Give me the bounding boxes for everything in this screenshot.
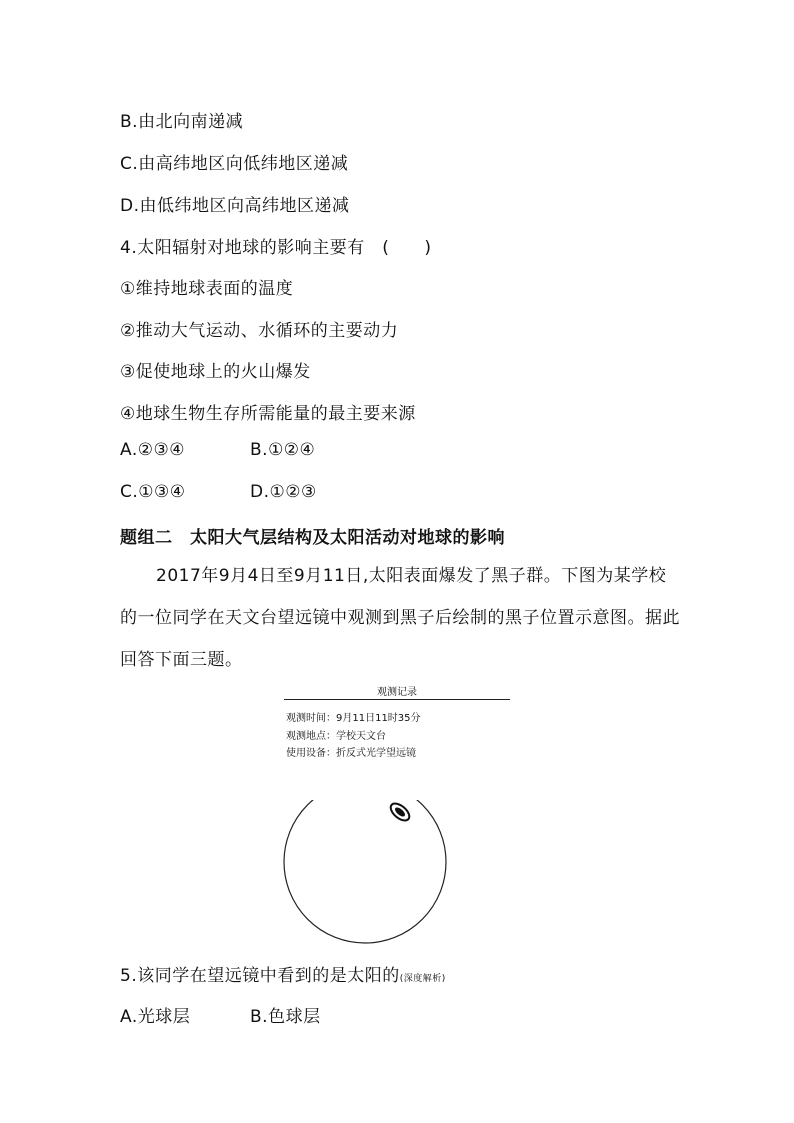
q4-item-4: ④地球生物生存所需能量的最主要来源 bbox=[120, 404, 416, 424]
figure-equipment: 使用设备：折反式光学望远镜 bbox=[286, 748, 416, 759]
q5-stem-text: 5.该同学在望远镜中看到的是太阳的 bbox=[120, 966, 400, 986]
group2-heading: 题组二 太阳大气层结构及太阳活动对地球的影响 bbox=[120, 528, 505, 548]
figure-location: 观测地点：学校天文台 bbox=[286, 731, 386, 742]
figure-divider bbox=[284, 699, 510, 700]
q4-option-d: D.①②③ bbox=[250, 482, 317, 502]
q4-option-a: A.②③④ bbox=[120, 440, 185, 460]
q5-stem bbox=[120, 961, 446, 986]
q4-item-3: ③促使地球上的火山爆发 bbox=[120, 362, 311, 382]
q4-item-1: ①维持地球表面的温度 bbox=[120, 279, 294, 299]
figure-title: 观测记录 bbox=[377, 687, 417, 698]
sun-disk bbox=[284, 800, 446, 943]
q4-option-c: C.①③④ bbox=[120, 482, 186, 502]
q5-option-b: B.色球层 bbox=[250, 1007, 321, 1027]
sun-disk-figure bbox=[280, 800, 450, 945]
figure-time: 观测时间：9月11日11时35分 bbox=[286, 713, 421, 724]
q5-option-a: A.光球层 bbox=[120, 1007, 191, 1027]
q5-tag: (深度解析) bbox=[399, 974, 446, 984]
q3-option-d: D.由低纬地区向高纬地区递减 bbox=[120, 196, 350, 216]
q3-option-b: B.由北向南递减 bbox=[120, 112, 244, 132]
q3-option-c: C.由高纬地区向低纬地区递减 bbox=[120, 154, 349, 174]
group2-intro: 2017年9月4日至9月11日,太阳表面爆发了黑子群。下图为某学校的一位同学在天文台望远镜中观测到黑子后绘制的黑子位置示意图。据此回答下面三题。 bbox=[120, 566, 680, 670]
q4-item-2: ②推动大气运动、水循环的主要动力 bbox=[120, 321, 399, 341]
q4-stem: 4.太阳辐射对地球的影响主要有 ( ) bbox=[120, 238, 432, 258]
q4-option-b: B.①②④ bbox=[250, 440, 316, 460]
sunspot-icon bbox=[388, 800, 413, 823]
